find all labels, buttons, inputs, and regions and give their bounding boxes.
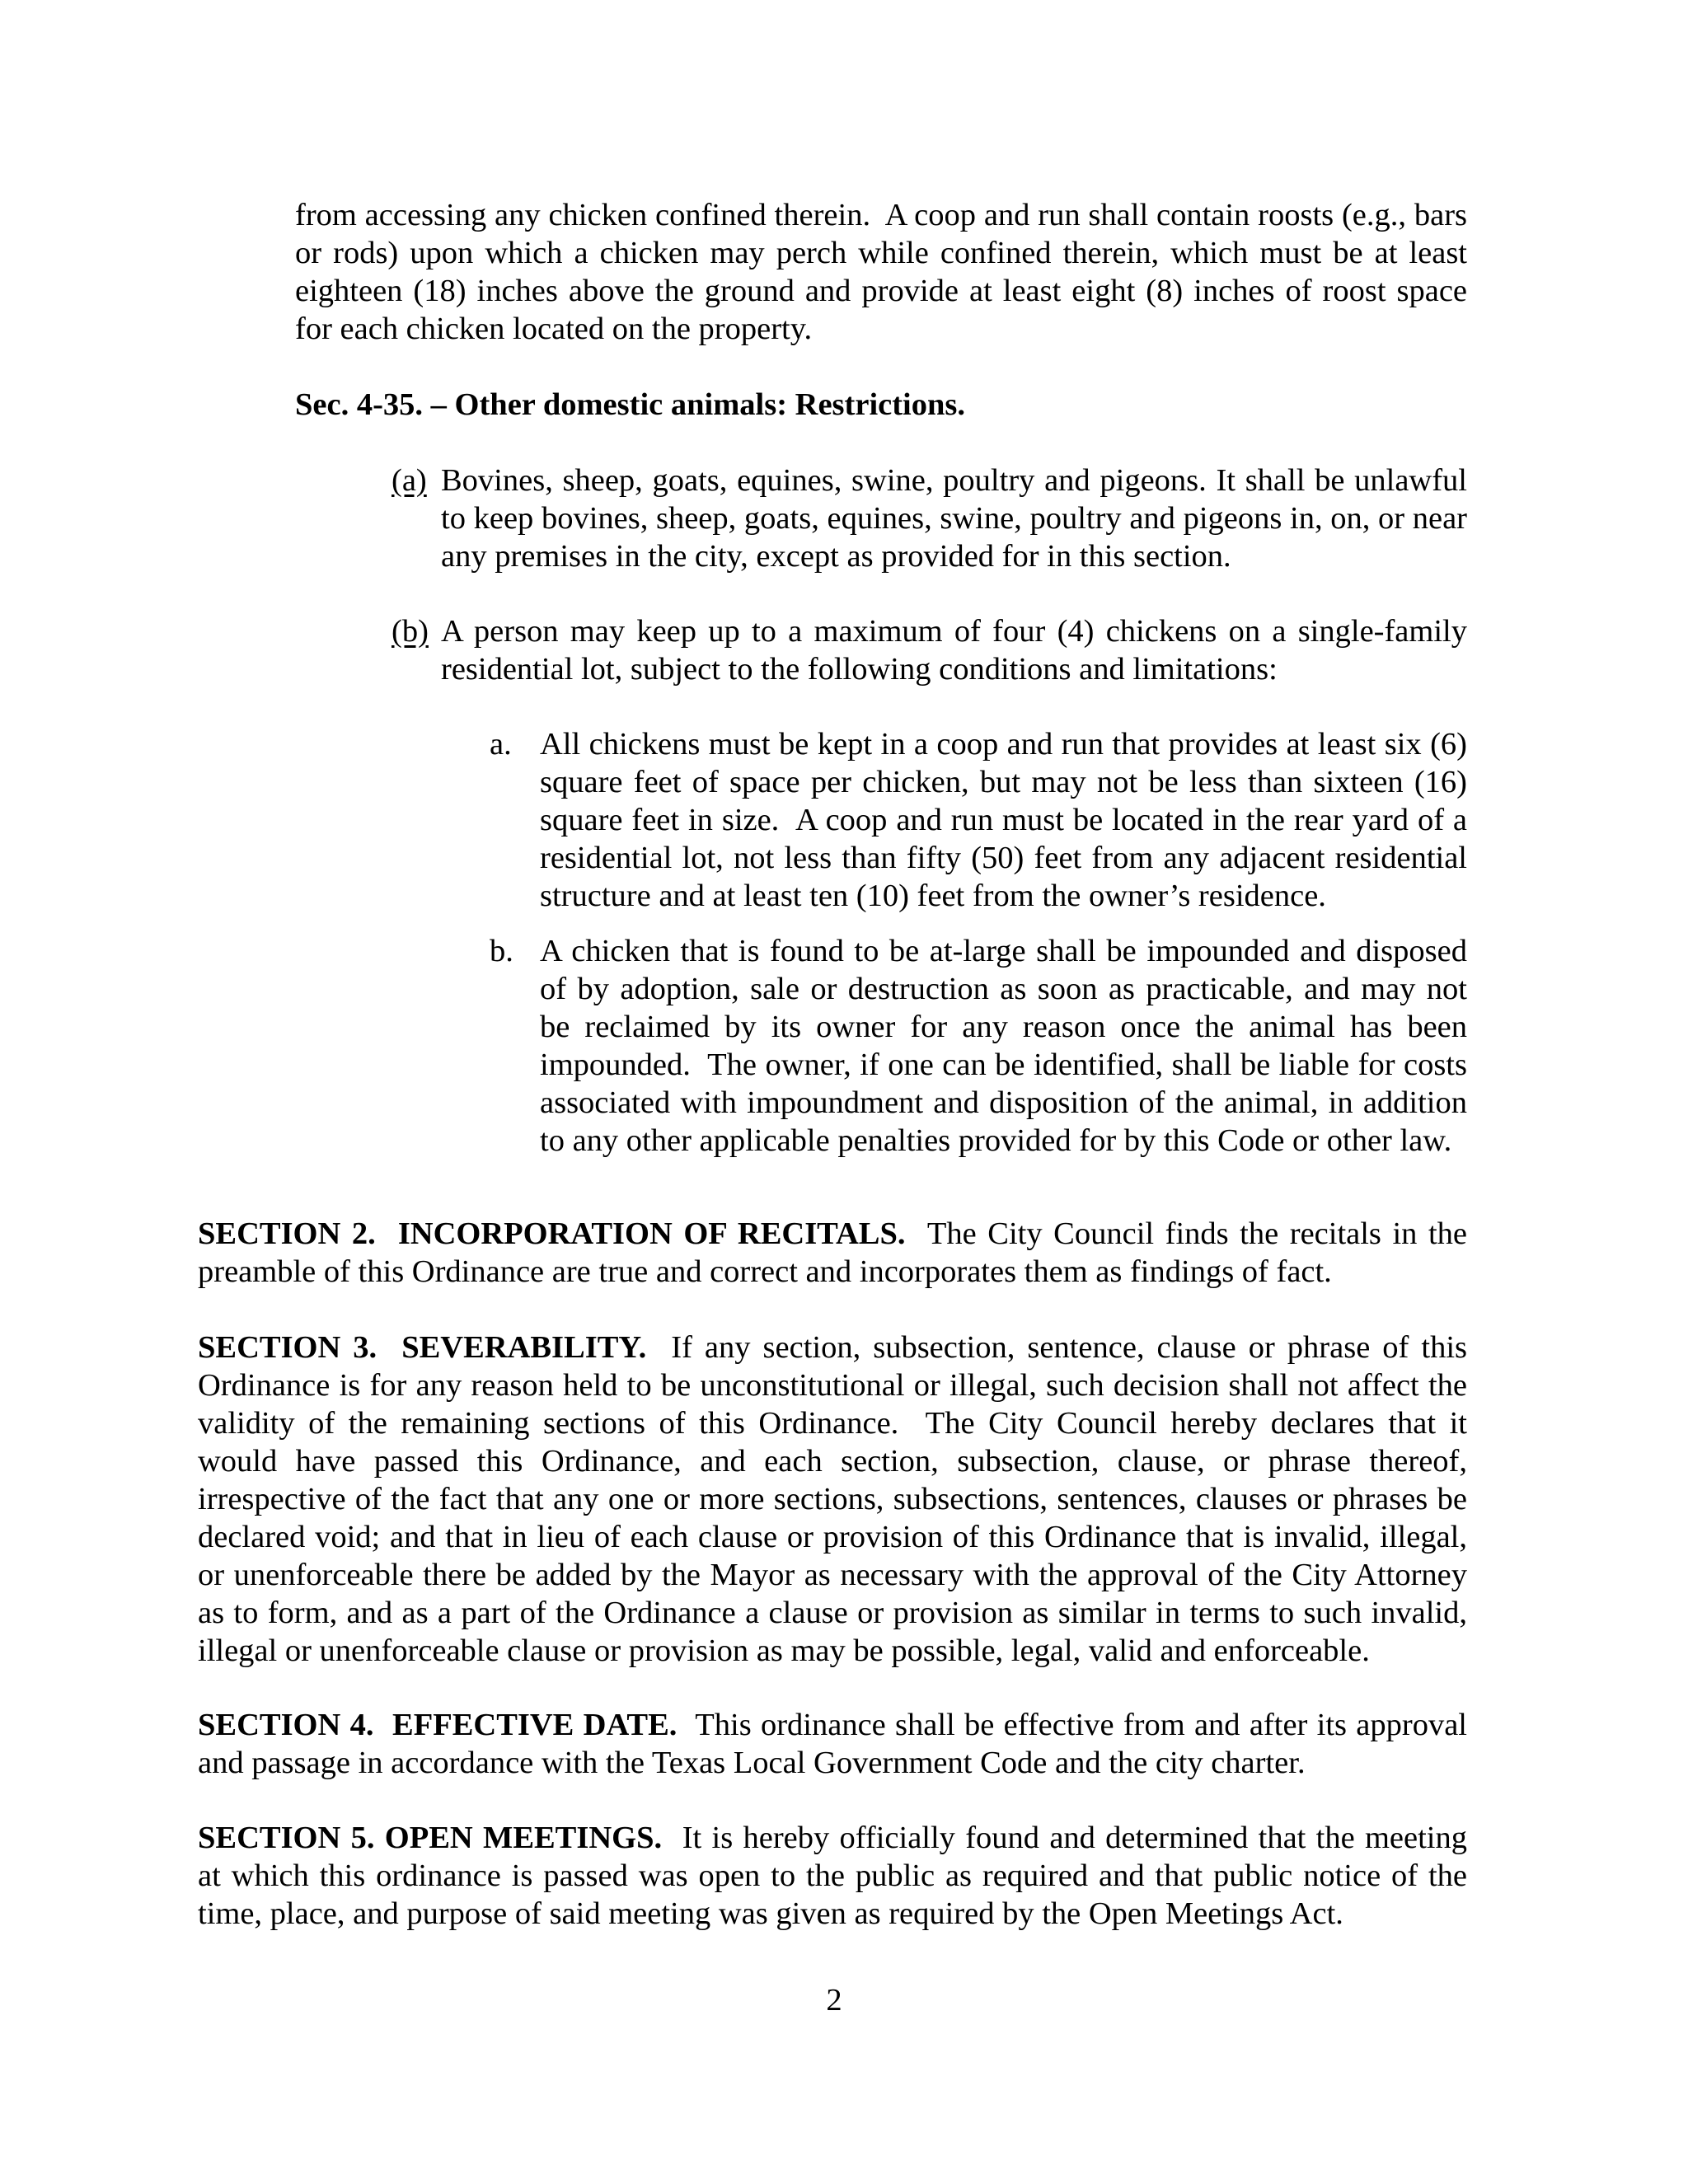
subsection-b [392, 612, 1467, 688]
list-item-a [490, 725, 1467, 915]
list-item-text: All chickens must be kept in a coop and run that provides at least six (6) square feet of space per chicken, but may not be less than sixteen (16) square feet in size. A coop and run must be located in the rear yard of a residential lot, not less than fifty (50) feet from any adjacent residential structure and at least ten (10) feet from the owner’s residence. [540, 727, 1467, 913]
section-5-heading: SECTION 5. OPEN MEETINGS. [198, 1821, 663, 1855]
subsection-text: Bovines, sheep, goats, equines, swine, poultry and pigeons. It shall be unlawful to keep bovines, sheep, goats, equines, swine, poultry and pigeons in, on, or near any premises in the city, except as provided for in this section. [441, 463, 1467, 574]
subsection-label: (b) [392, 614, 429, 649]
subsection-a [392, 462, 1467, 575]
section-5-paragraph [198, 1819, 1467, 1933]
section-4-paragraph [198, 1706, 1467, 1782]
page-number: 2 [826, 1983, 842, 2018]
list-item-label: a. [490, 727, 512, 762]
section-3-paragraph [198, 1329, 1467, 1670]
subsection-text: A person may keep up to a maximum of four (4) chickens on a single-family residential lot, subject to the following conditions and limitations: [441, 614, 1467, 687]
subsection-label: (a) [392, 463, 427, 498]
section-4-heading: SECTION 4. EFFECTIVE DATE. [198, 1708, 678, 1742]
list-item-b [490, 932, 1467, 1160]
intro-paragraph: from accessing any chicken confined therein. A coop and run shall contain roosts (e.g., bars or rods) upon which a chicken may perch while confined therein, which must be at least eighteen (18) inches above the ground and provide at least eight (8) inches of roost space for each chicken located on the property. [295, 198, 1467, 346]
section-2-heading: SECTION 2. INCORPORATION OF RECITALS. [198, 1216, 906, 1251]
section-3-heading: SECTION 3. SEVERABILITY. [198, 1330, 647, 1365]
section-4-text: This ordinance shall be effective from and after its approval and passage in accordance with the Texas Local Government Code and the city charter. [198, 1708, 1467, 1780]
section-5-text: It is hereby officially found and determined that the meeting at which this ordinance is passed was open to the public as required and that public notice of the time, place, and purpose of said meeting was given as required by the Open Meetings Act. [198, 1821, 1468, 1931]
section-2-text: The City Council finds the recitals in the preamble of this Ordinance are true and correct and incorporates them as findings of fact. [198, 1216, 1467, 1289]
section-heading: Sec. 4-35. – Other domestic animals: Restrictions. [295, 387, 966, 422]
section-3-text: If any section, subsection, sentence, clause or phrase of this Ordinance is for any reason held to be unconstitutional or illegal, such decision shall not affect the validity of the remaining sections of this Ordinance. The City Council hereby declares that it would have passed this Ordinance, and each section, subsection, clause, or phrase thereof, irrespective of the fact that any one or more sections, subsections, sentences, clauses or phrases be declared void; and that in lieu of each clause or provision of this Ordinance that is invalid, illegal, or unenforceable there be added by the Mayor as necessary with the approval of the City Attorney as to form, and as a part of the Ordinance a clause or provision as similar in terms to such invalid, illegal or unenforceable clause or provision as may be possible, legal, valid and enforceable. [198, 1330, 1467, 1668]
list-item-label: b. [490, 934, 513, 968]
list-item-text: A chicken that is found to be at-large shall be impounded and disposed of by adoption, sale or destruction as soon as practicable, and may not be reclaimed by its owner for any reason once the animal has been impounded. The owner, if one can be identified, shall be liable for costs associated with impoundment and disposition of the animal, in addition to any other applicable penalties provided for by this Code or other law. [540, 934, 1467, 1158]
section-2-paragraph [198, 1215, 1467, 1291]
